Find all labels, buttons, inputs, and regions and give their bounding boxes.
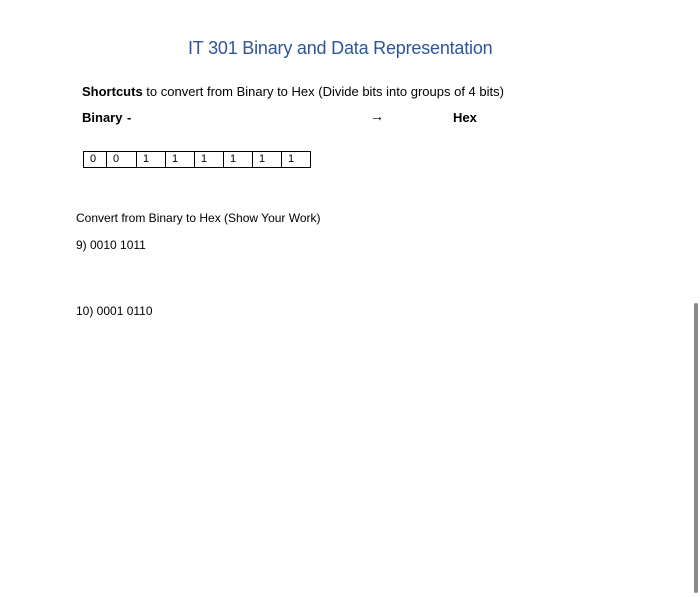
bit-cell: 1 (253, 152, 282, 168)
bit-cell: 1 (137, 152, 166, 168)
shortcuts-label: Shortcuts (82, 84, 143, 99)
bit-cell: 1 (166, 152, 195, 168)
document-title: IT 301 Binary and Data Representation (188, 38, 493, 58)
binary-label: Binary (82, 110, 123, 125)
right-arrow-icon: → (370, 108, 384, 124)
bit-table (83, 151, 311, 168)
problem-item: 10) 0001 0110 (76, 304, 153, 318)
shortcuts-text: to convert from Binary to Hex (Divide bits into groups of 4 bits) (146, 84, 504, 99)
bit-cell: 1 (282, 152, 311, 168)
bit-cell: 0 (107, 152, 137, 168)
bit-cell: 1 (195, 152, 224, 168)
shortcuts-instruction (82, 84, 504, 99)
bit-cell: 0 (84, 152, 107, 168)
problem-item: 9) 0010 1011 (76, 238, 146, 252)
convert-heading: Convert from Binary to Hex (Show Your Work) (76, 211, 321, 225)
binary-dash: - (127, 110, 132, 125)
bit-cell: 1 (224, 152, 253, 168)
hex-label: Hex (453, 110, 477, 125)
vertical-scrollbar[interactable] (694, 303, 698, 593)
bit-row (84, 152, 311, 168)
